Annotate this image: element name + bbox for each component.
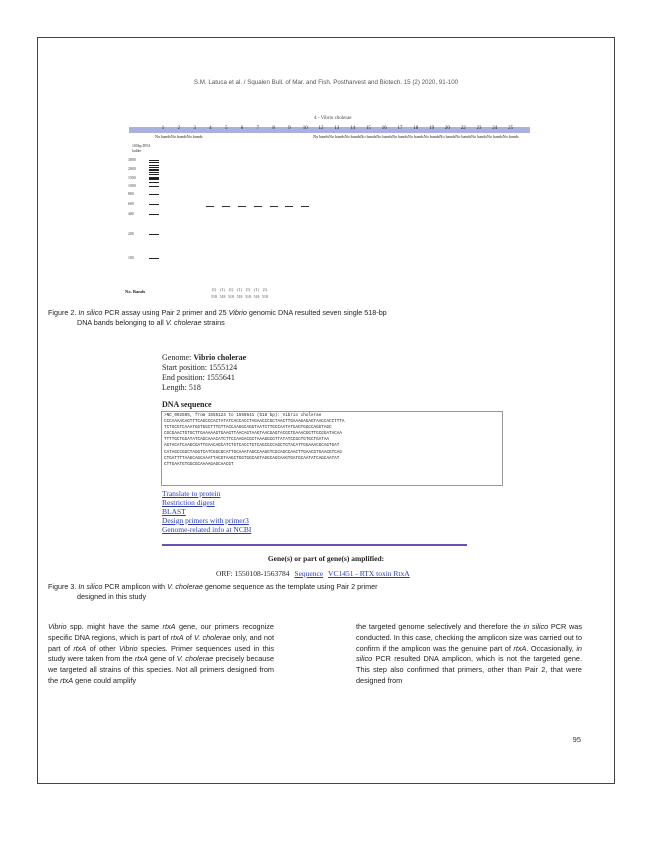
caption-label: Figure 3. — [48, 582, 77, 591]
marker-band — [149, 174, 159, 175]
lane-band-size: 518 — [245, 295, 251, 299]
lane-band-size: 518 — [262, 295, 268, 299]
start-position: Start position: 1555124 — [162, 363, 238, 372]
marker-band — [149, 167, 159, 168]
amplicon-band-518bp — [238, 206, 246, 207]
lane-number: 8 — [272, 126, 275, 131]
marker-size-label: 200 — [128, 232, 134, 236]
marker-size-label: 400 — [128, 212, 134, 216]
caption-text: PCR amplicon with — [104, 582, 166, 591]
lane-number: 10 — [302, 126, 308, 131]
link-design-primers-with-primer3[interactable]: Design primers with primer3 — [162, 516, 249, 525]
paper-page — [37, 37, 615, 784]
lane-number: 14 — [350, 126, 356, 131]
body-column-left: Vibrio spp. might have the same rtxA gene, our primers recognize specific DNA regions, which is part of rtxA of V. cholerae only, and not part of rtxA of other Vibrio species. Primer sequences used in this study were taken from the rtxA gene of V. cholerae precisely because we targeted all strains of this species. Not all primers designed from the rtxA gene could amplify — [48, 622, 275, 685]
running-header: S.M. Latuca et al. / Squalen Bull. of Mar. and Fish. Postharvest and Biotech. 15 (2) 2020, 91-100 — [193, 79, 459, 86]
genome-value: Vibrio cholerae — [193, 353, 247, 362]
lane-result-label: No bands — [455, 134, 472, 139]
lane-result-label: No bands — [376, 134, 393, 139]
gel-panel-title: 4 - Vibrio cholerae — [314, 116, 352, 121]
lane-number: 24 — [492, 126, 498, 131]
body-column-right: the targeted genome selectively and therefore the in silico PCR was conducted. In this case, checking the amplicon size was carried out to confirm if the amplicon was the genuine part of rtxA. Occasionally, in silico PCR resulted DNA amplicon, which is not the targeted gene. This step also confirmed that primers, other than Pair 2, that were designed from — [356, 622, 582, 685]
caption-italic: V. cholerae — [167, 582, 203, 591]
caption-text: genomic DNA resulted seven single 518-bp — [248, 308, 387, 317]
lane-result-label: No bands — [313, 134, 329, 139]
marker-band — [149, 258, 159, 259]
orf-text: ORF: 1550108-1563784 — [216, 569, 290, 578]
lane-result-label: No bands — [360, 134, 377, 139]
link-blast[interactable]: BLAST — [162, 507, 186, 516]
caption-label: Figure 2. — [48, 308, 77, 317]
lane-number: 25 — [508, 126, 514, 131]
amplicon-band-518bp — [222, 206, 230, 207]
lane-number: 19 — [429, 126, 435, 131]
action-links — [162, 489, 251, 534]
amplicon-band-518bp — [285, 206, 293, 207]
marker-band — [149, 194, 159, 195]
marker-band — [149, 177, 159, 178]
gene-link[interactable]: VC1451 - RTX toxin RtxA — [328, 569, 410, 578]
lane-result-label: No bands — [502, 134, 519, 139]
lane-number: 18 — [413, 126, 419, 131]
marker-size-label: 800 — [128, 192, 134, 196]
marker-band — [149, 162, 159, 163]
lane-number: 22 — [460, 126, 466, 131]
caption-italic: In silico — [78, 308, 103, 317]
end-position: End position: 1555641 — [162, 373, 235, 382]
lane-band-size: 518 — [211, 295, 217, 299]
lane-band-count: (1) — [237, 288, 242, 292]
lane-result-label: No bands — [155, 134, 171, 139]
marker-band — [149, 165, 159, 166]
amplicon-band-518bp — [254, 206, 262, 207]
lane-result-label: No bands — [486, 134, 503, 139]
caption-text: strains — [203, 318, 225, 327]
lane-number: 6 — [240, 126, 244, 131]
lane-result-label: No bands — [471, 134, 487, 139]
lane-result-label: No bands — [186, 134, 203, 139]
genome-info — [162, 353, 246, 393]
lane-number: 17 — [397, 126, 403, 131]
marker-band — [149, 234, 159, 235]
lane-number: 20 — [444, 126, 450, 131]
marker-band — [149, 172, 159, 173]
lane-band-count: (1) — [245, 288, 251, 292]
figure-2-caption — [48, 308, 603, 328]
lane-number: 2 — [177, 126, 181, 131]
lane-band-size: 518 — [236, 295, 243, 299]
amplicon-band-518bp — [206, 206, 214, 207]
lane-band-size: 518 — [219, 295, 226, 299]
link-genome-related-info-at-ncbi[interactable]: Genome-related info at NCBI — [162, 525, 252, 534]
lane-band-count: (1) — [211, 288, 217, 292]
lane-number: 13 — [334, 126, 340, 131]
marker-band — [149, 186, 159, 187]
lane-band-size: 518 — [253, 295, 260, 299]
marker-label: 100bp DNA ladder — [132, 144, 151, 153]
lane-number: 23 — [476, 126, 482, 131]
caption-text: DNA bands belonging to all — [77, 318, 164, 327]
lane-number: 16 — [381, 126, 387, 131]
marker-size-label: 600 — [128, 202, 134, 206]
lane-result-label: No bands — [407, 134, 424, 139]
lane-number: 5 — [224, 126, 228, 131]
sequence-text: >NC_002505, from 1555124 to 1555641 (518 bp): Vibrio cholerae CCCAAAACAGTTTCAGCCCACTATATCACCACCTAGAACCCGCTAACTTGAAAGAGAGTAACCACCTTTA TCTGCGTCAAATGGTGGCTTTGTTACCAAGGCAGGTAATCTTGCCAATATGAGTGGCCAGGTAGC CGCGAACTGTGCTTGAAAAAGTGAAGTTAACAGTAAGTAACGAGTACGCTGAAACGGTTGCGGATACAA TTTTGCTGGATATCAGCAAACATCTTCCAAGACGCTAAAGGCGTTATATCCGCTGTGCTGATAA AGTACATCAAGCGATTGAACAGCATCTGTCACCTGTCAGCGCCAGCTGTACATTGGAAACGCAGTGAT CATAGCCGGCTAGGTCATCGGCGCATTGCAAATAGCCAAGGTCGCAGCCAACTTGAACGTGAACGTCAG CTGATTTTAAGCAGCAAATTACGTAAGCTGGTGGCAGTAGGCAGCAAGTGATGCAATATCAGCAATAT CTTGAATGTGGCGCAAAAGAGCAACGT — [164, 413, 345, 467]
marker-size-label: 1500 — [128, 176, 136, 180]
marker-band — [149, 160, 159, 161]
caption-text: PCR assay using Pair 2 primer and 25 — [104, 308, 227, 317]
lane-result-label: No bands — [328, 134, 345, 139]
marker-size-label: 1000 — [128, 184, 136, 188]
length: Length: 518 — [162, 383, 201, 392]
lane-band-count: (1) — [262, 288, 268, 292]
marker-band — [149, 214, 159, 215]
page-number: 95 — [572, 735, 581, 744]
genes-amplified-title: Gene(s) or part of gene(s) amplified: — [267, 554, 385, 563]
marker-size-label: 2000 — [128, 167, 136, 171]
lane-result-label: No bands — [392, 134, 408, 139]
amplicon-band-518bp — [270, 206, 278, 207]
genome-label: Genome: — [162, 353, 192, 362]
marker-band — [149, 204, 159, 205]
marker-band — [149, 170, 159, 171]
dna-sequence-heading: DNA sequence — [162, 400, 212, 409]
marker-band — [149, 182, 159, 183]
lane-band-count: (1) — [228, 288, 234, 292]
sequence-link[interactable]: Sequence — [294, 569, 324, 578]
lane-result-label: No bands — [439, 134, 456, 139]
lane-number: 4 — [209, 126, 212, 131]
marker-size-label: 3000 — [128, 158, 136, 162]
figure-3-caption — [48, 582, 603, 602]
lane-number: 3 — [193, 126, 196, 131]
lane-number: 12 — [318, 126, 324, 131]
marker-size-label: 100 — [128, 256, 134, 260]
caption-italic: In silico — [78, 582, 103, 591]
caption-text: designed in this study — [77, 592, 147, 601]
amplicon-band-518bp — [301, 206, 309, 207]
lane-number: 7 — [256, 126, 260, 131]
lane-result-label: No bands — [344, 134, 361, 139]
link-restriction-digest[interactable]: Restriction digest — [162, 498, 215, 507]
lane-result-label: No bands — [170, 134, 187, 139]
n-bands-label: No. Bands — [125, 289, 146, 294]
caption-italic: V. cholerae — [165, 318, 202, 327]
orf-line — [216, 569, 410, 578]
caption-italic: Vibrio — [228, 308, 247, 317]
lane-result-label: No bands — [423, 134, 440, 139]
caption-text: genome sequence as the template using Pair 2 primer — [204, 582, 378, 591]
link-translate-to-protein[interactable]: Translate to protein — [162, 489, 221, 498]
marker-band — [149, 179, 159, 180]
lane-number: 9 — [288, 126, 291, 131]
sequence-textarea[interactable] — [161, 411, 503, 486]
lane-band-count: (1) — [220, 288, 225, 292]
divider — [162, 544, 467, 546]
lane-band-size: 518 — [228, 295, 234, 299]
lane-band-count: (1) — [254, 288, 259, 292]
lane-number: 1 — [161, 126, 165, 131]
lane-number: 15 — [365, 126, 371, 131]
